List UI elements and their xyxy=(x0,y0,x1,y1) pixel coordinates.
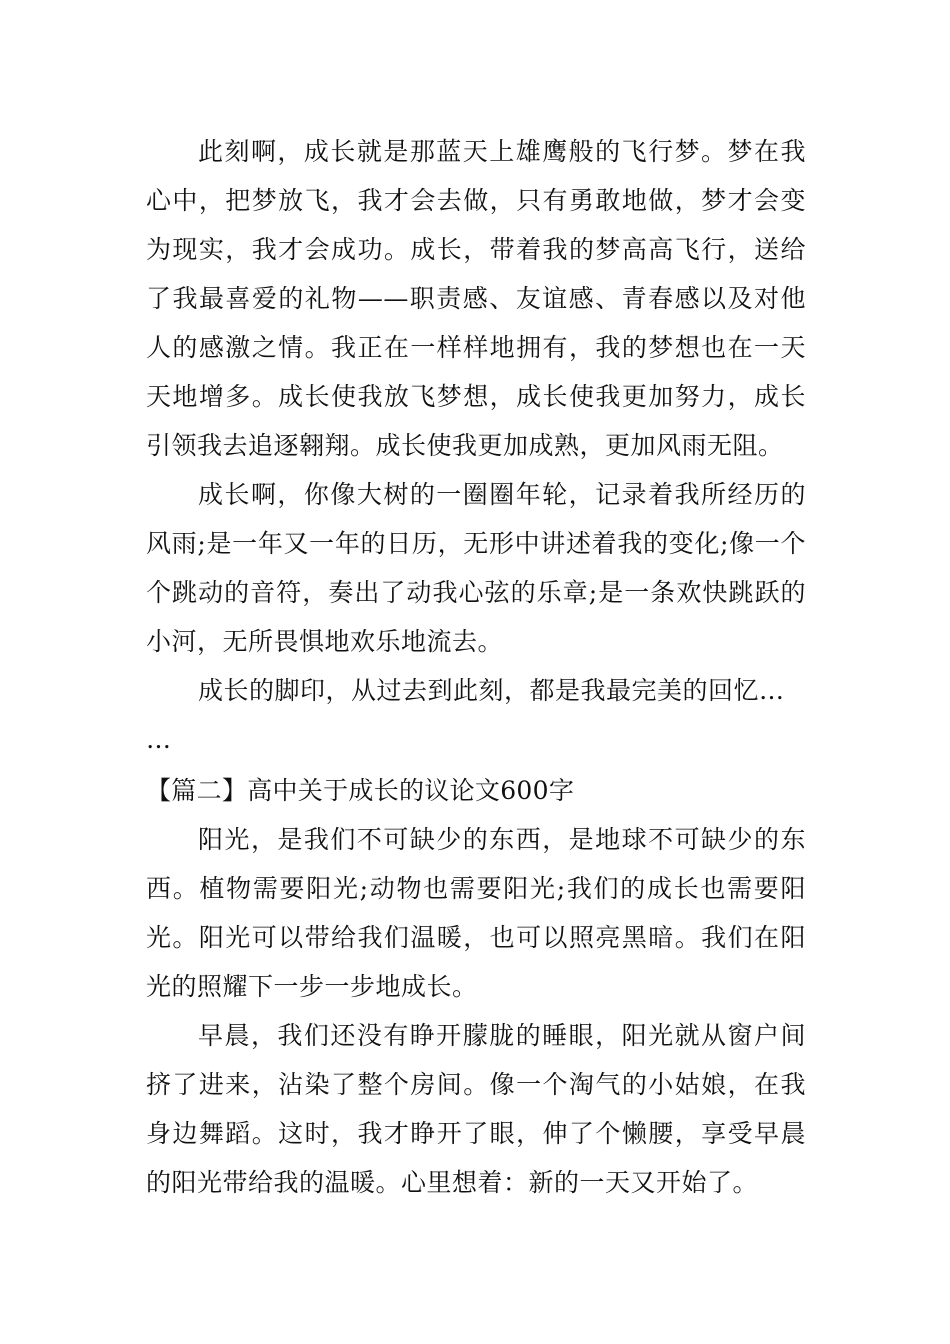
paragraph-sunshine: 阳光，是我们不可缺少的东西，是地球不可缺少的东西。植物需要阳光;动物也需要阳光;我们的成长也需要阳光。阳光可以带给我们温暖，也可以照亮黑暗。我们在阳光的照耀下一步一步地成长。 xyxy=(146,825,806,1001)
paragraph-footprints: 成长的脚印，从过去到此刻，都是我最完美的回忆… xyxy=(198,676,785,705)
document-page xyxy=(146,127,806,1207)
paragraph-tree-rings: 成长啊，你像大树的一圈圈年轮，记录着我所经历的风雨;是一年又一年的日历，无形中讲述着我的变化;像一个个跳动的音符，奏出了动我心弦的乐章;是一条欢快跳跃的小河，无所畏惧地欢乐地流去。 xyxy=(146,480,806,656)
paragraph-morning: 早晨，我们还没有睁开朦胧的睡眼，阳光就从窗户间挤了进来，沾染了整个房间。像一个淘气的小姑娘，在我身边舞蹈。这时，我才睁开了眼，伸了个懒腰，享受早晨的阳光带给我的温暖。心里想着：新的一天又开始了。 xyxy=(146,1021,806,1197)
ellipsis-continuation: … xyxy=(146,725,171,754)
paragraph-dream-flight: 此刻啊，成长就是那蓝天上雄鹰般的飞行梦。梦在我心中，把梦放飞，我才会去做，只有勇敢地做，梦才会变为现实，我才会成功。成长，带着我的梦高高飞行，送给了我最喜爱的礼物——职责感、友谊感、青春感以及对他人的感激之情。我正在一样样地拥有，我的梦想也在一天天地增多。成长使我放飞梦想，成长使我更加努力，成长引领我去追逐翱翔。成长使我更加成熟，更加风雨无阻。 xyxy=(146,137,806,460)
section-heading: 【篇二】高中关于成长的议论文600字 xyxy=(146,776,575,805)
